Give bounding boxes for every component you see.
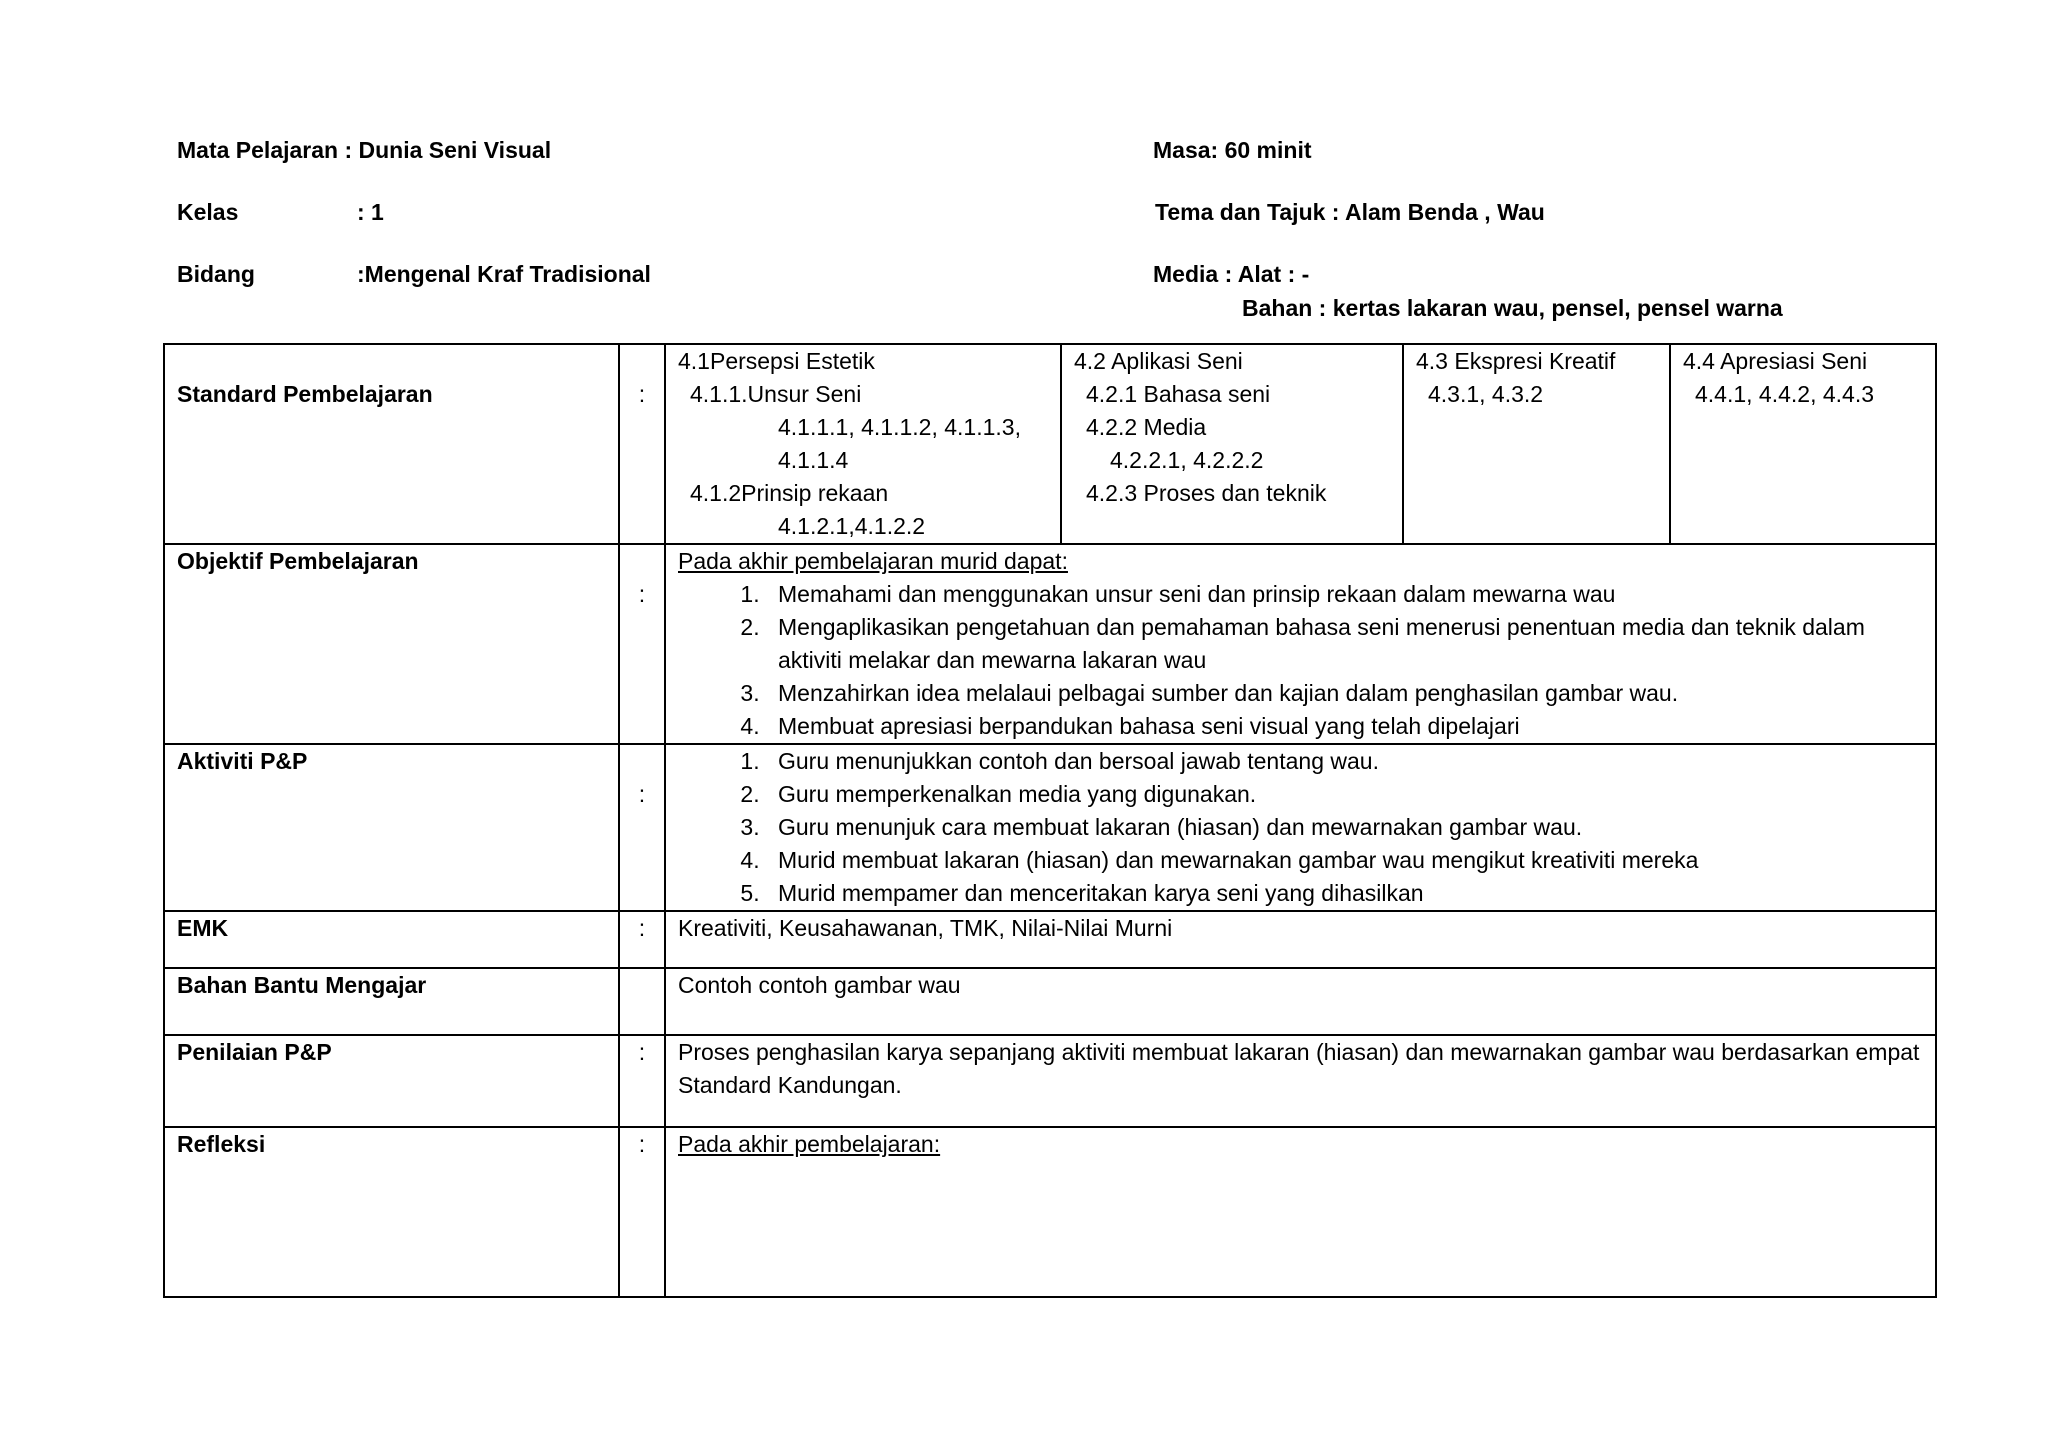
list-item: 3. Menzahirkan idea melalaui pelbagai sumber dan kajian dalam penghasilan gambar wau.: [766, 677, 1923, 710]
emk-value: Kreativiti, Keusahawanan, TMK, Nilai-Nilai Murni: [665, 911, 1936, 968]
kelas-value: : 1: [357, 199, 384, 225]
objektif-label: Objektif Pembelajaran: [164, 544, 619, 744]
std-4-1-title: 4.1Persepsi Estetik: [678, 348, 875, 374]
std-4-2-2-items: 4.2.2.1, 4.2.2.2: [1110, 447, 1264, 473]
row-bbm: [164, 968, 1936, 1035]
bbm-colon: [619, 968, 665, 1035]
std-4-1-1: 4.1.1.Unsur Seni: [690, 381, 862, 407]
refleksi-value: [665, 1127, 1936, 1297]
mata-pelajaran: Mata Pelajaran : Dunia Seni Visual: [177, 137, 552, 163]
bbm-label: Bahan Bantu Mengajar: [164, 968, 619, 1035]
std-4-1-2-items: 4.1.2.1,4.1.2.2: [778, 513, 926, 539]
list-item: 5. Murid mempamer dan menceritakan karya seni yang dihasilkan: [766, 877, 1923, 910]
penilaian-value: Proses penghasilan karya sepanjang aktiviti membuat lakaran (hiasan) dan mewarnakan gambar wau berdasarkan empat Standard Kandungan.: [665, 1035, 1936, 1127]
penilaian-label: Penilaian P&P: [164, 1035, 619, 1127]
objektif-content: [665, 544, 1936, 744]
aktiviti-list: [678, 745, 1923, 910]
row-refleksi: [164, 1127, 1936, 1297]
standard-col-4-1: [665, 344, 1061, 544]
std-4-4-title: 4.4 Apresiasi Seni: [1683, 348, 1868, 374]
refleksi-text: Pada akhir pembelajaran:: [678, 1131, 941, 1157]
list-item: 3. Guru menunjuk cara membuat lakaran (hiasan) dan mewarnakan gambar wau.: [766, 811, 1923, 844]
aktiviti-colon: :: [619, 744, 665, 911]
list-item: 4. Murid membuat lakaran (hiasan) dan mewarnakan gambar wau mengikut kreativiti mereka: [766, 844, 1923, 877]
objektif-intro: Pada akhir pembelajaran murid dapat:: [678, 548, 1068, 574]
std-4-2-title: 4.2 Aplikasi Seni: [1074, 348, 1243, 374]
refleksi-label: Refleksi: [164, 1127, 619, 1297]
standard-col-4-2: [1061, 344, 1403, 544]
row-emk: [164, 911, 1936, 968]
list-item: 2. Guru memperkenalkan media yang digunakan.: [766, 778, 1923, 811]
tema-tajuk: Tema dan Tajuk : Alam Benda , Wau: [1155, 199, 1545, 225]
bidang-value: :Mengenal Kraf Tradisional: [357, 261, 651, 287]
std-4-1-1-items-a: 4.1.1.1, 4.1.1.2, 4.1.1.3,: [778, 414, 1021, 440]
standard-col-4-4: [1670, 344, 1936, 544]
standard-colon: :: [619, 344, 665, 544]
refleksi-colon: :: [619, 1127, 665, 1297]
standard-col-4-3: [1403, 344, 1670, 544]
emk-label: EMK: [164, 911, 619, 968]
aktiviti-label: Aktiviti P&P: [164, 744, 619, 911]
penilaian-colon: :: [619, 1035, 665, 1127]
std-4-2-2: 4.2.2 Media: [1086, 414, 1207, 440]
masa: Masa: 60 minit: [1153, 137, 1312, 163]
lesson-plan-table: [163, 343, 1937, 1298]
aktiviti-content: [665, 744, 1936, 911]
emk-colon: :: [619, 911, 665, 968]
row-aktiviti: [164, 744, 1936, 911]
std-4-2-1: 4.2.1 Bahasa seni: [1086, 381, 1271, 407]
media: Media : Alat : -: [1153, 261, 1310, 287]
objektif-list: [678, 578, 1923, 743]
list-item: 1. Memahami dan menggunakan unsur seni dan prinsip rekaan dalam mewarna wau: [766, 578, 1923, 611]
std-4-4-items: 4.4.1, 4.4.2, 4.4.3: [1695, 381, 1875, 407]
list-item: 1. Guru menunjukkan contoh dan bersoal jawab tentang wau.: [766, 745, 1923, 778]
std-4-1-2: 4.1.2Prinsip rekaan: [690, 480, 889, 506]
objektif-colon: :: [619, 544, 665, 744]
bahan: Bahan : kertas lakaran wau, pensel, pensel warna: [1242, 295, 1783, 321]
standard-label: Standard Pembelajaran: [164, 344, 619, 544]
std-4-3-title: 4.3 Ekspresi Kreatif: [1416, 348, 1616, 374]
row-penilaian: [164, 1035, 1936, 1127]
std-4-1-1-items-b: 4.1.1.4: [778, 447, 849, 473]
std-4-2-3: 4.2.3 Proses dan teknik: [1086, 480, 1327, 506]
bbm-value: Contoh contoh gambar wau: [665, 968, 1936, 1035]
list-item: 4. Membuat apresiasi berpandukan bahasa seni visual yang telah dipelajari: [766, 710, 1923, 743]
kelas-label: Kelas: [177, 199, 239, 225]
row-standard: [164, 344, 1936, 544]
list-item: 2. Mengaplikasikan pengetahuan dan pemahaman bahasa seni menerusi penentuan media dan teknik dalam aktiviti melakar dan mewarna lakaran wau: [766, 611, 1923, 677]
row-objektif: [164, 544, 1936, 744]
bidang-label: Bidang: [177, 261, 255, 287]
std-4-3-items: 4.3.1, 4.3.2: [1428, 381, 1544, 407]
